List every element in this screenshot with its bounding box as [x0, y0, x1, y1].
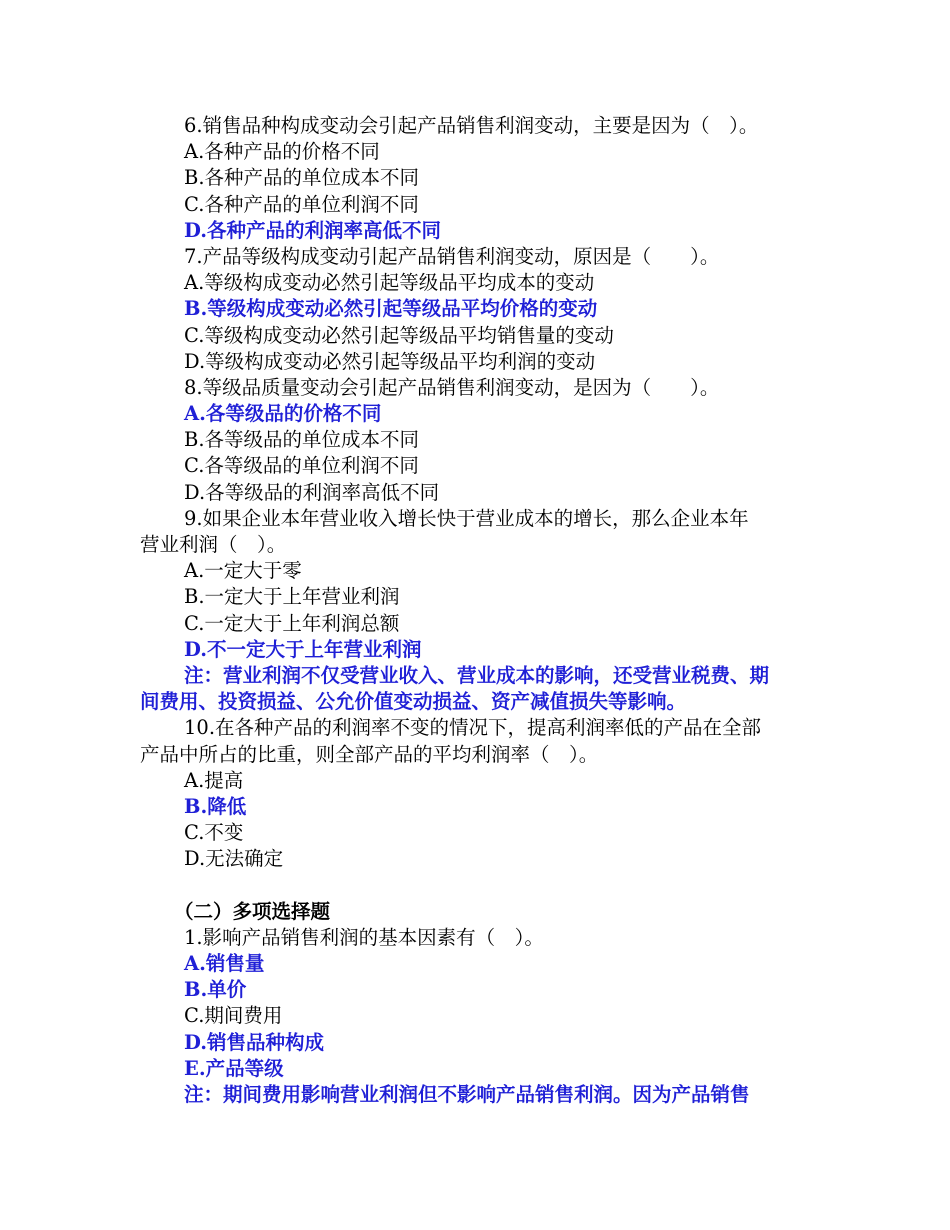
q6-option-c: C.各种产品的单位利润不同 [184, 192, 419, 216]
q9-note-line-1: 注：营业利润不仅受营业收入、营业成本的影响，还受营业税费、期 [184, 663, 770, 687]
mc-q1-option-d-answer: D.销售品种构成 [184, 1030, 325, 1054]
mc-q1-option-b-answer: B.单价 [184, 978, 247, 1002]
q6-option-b: B.各种产品的单位成本不同 [184, 166, 420, 190]
q6-option-a: A.各种产品的价格不同 [184, 140, 380, 164]
question-10-stem-line-1: 10.在各种产品的利润率不变的情况下，提高利润率低的产品在全部 [184, 716, 762, 740]
mc-question-1-stem: 1.影响产品销售利润的基本因素有（ ）。 [184, 925, 544, 949]
q10-option-c: C.不变 [184, 821, 244, 845]
question-6-stem: 6.销售品种构成变动会引起产品销售利润变动，主要是因为（ ）。 [184, 114, 759, 137]
question-9-stem-line-1: 9.如果企业本年营业收入增长快于营业成本的增长，那么企业本年 [184, 506, 749, 530]
spacer [140, 872, 812, 898]
q8-option-b: B.各等级品的单位成本不同 [184, 428, 420, 452]
question-7-stem: 7.产品等级构成变动引起产品销售利润变动，原因是（ ）。 [184, 244, 720, 268]
mc-q1-note-line-1: 注：期间费用影响营业利润但不影响产品销售利润。因为产品销售 [184, 1082, 750, 1106]
q6-option-d-answer: D.各种产品的利润率高低不同 [184, 218, 442, 242]
q7-option-b-answer: B.等级构成变动必然引起等级品平均价格的变动 [184, 297, 598, 321]
q7-option-c: C.等级构成变动必然引起等级品平均销售量的变动 [184, 323, 614, 347]
q10-option-d: D.无法确定 [184, 847, 284, 871]
q10-option-b-answer: B.降低 [184, 794, 247, 818]
q9-option-c: C.一定大于上年利润总额 [184, 611, 400, 635]
q7-option-a: A.等级构成变动必然引起等级品平均成本的变动 [184, 271, 595, 295]
mc-q1-option-a-answer: A.销售量 [184, 952, 265, 975]
question-10-stem-line-2: 产品中所占的比重，则全部产品的平均利润率（ ）。 [140, 742, 599, 766]
section-title-multiple-choice: （二）多项选择题 [174, 899, 331, 923]
mc-q1-option-c: C.期间费用 [184, 1004, 283, 1028]
q9-option-b: B.一定大于上年营业利润 [184, 585, 400, 609]
q9-note-line-2: 间费用、投资损益、公允价值变动损益、资产减值损失等影响。 [140, 690, 687, 714]
q10-option-a: A.提高 [184, 768, 244, 792]
question-9-stem-line-2: 营业利润（ ）。 [140, 533, 287, 556]
question-8-stem: 8.等级品质量变动会引起产品销售利润变动，是因为（ ）。 [184, 375, 720, 399]
q7-option-d: D.等级构成变动必然引起等级品平均利润的变动 [184, 349, 596, 373]
document-page [140, 113, 812, 1108]
q9-option-d-answer: D.不一定大于上年营业利润 [184, 637, 422, 661]
mc-q1-option-e-answer: E.产品等级 [184, 1056, 284, 1080]
q8-option-c: C.各等级品的单位利润不同 [184, 454, 419, 478]
q8-option-d: D.各等级品的利润率高低不同 [184, 480, 440, 504]
q8-option-a-answer: A.各等级品的价格不同 [184, 402, 382, 426]
q9-option-a: A.一定大于零 [184, 559, 302, 583]
